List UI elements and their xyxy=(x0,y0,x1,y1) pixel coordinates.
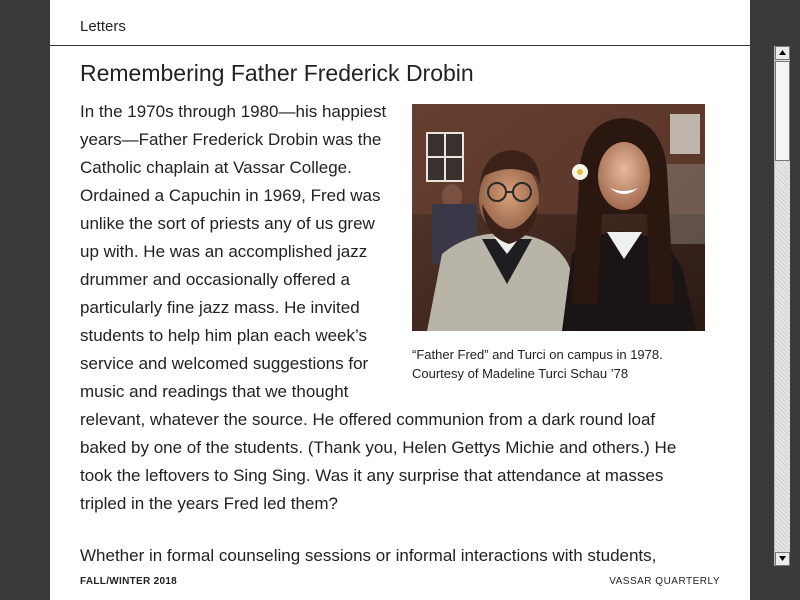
article-figure xyxy=(412,104,705,383)
scroll-up-button[interactable] xyxy=(775,46,790,60)
arrow-down-icon xyxy=(779,556,786,562)
scroll-down-button[interactable] xyxy=(775,552,790,566)
magazine-page xyxy=(50,0,750,600)
article-content xyxy=(80,58,705,566)
caption-credit: Courtesy of Madeline Turci Schau ’78 xyxy=(412,366,629,381)
vertical-scrollbar[interactable] xyxy=(774,46,790,566)
arrow-up-icon xyxy=(779,50,786,56)
article-paragraph: Whether in formal counseling sessions or informal interactions with students, xyxy=(80,546,657,565)
article-paragraph: In the 1970s through 1980—his happiest years—Father Frederick Drobin was the Catholic chaplain at Vassar College. Ordained a Capuchin in 1969, Fred was unlike the sort of priests any of us grew up with. He was an accomplished jazz drummer and occasionally offered a particularly fine jazz mass. He invited students to help him plan each week’s service and welcomed suggestions for music and readings that we thought relevant, whatever the source. He offered communion from a dark round loaf baked by one of the students. (Thank you, Helen Gettys Michie and others.) He took the leftovers to Sing Sing. Was it any surprise that attendance at masses tripled in the years Fred led them? xyxy=(80,102,677,513)
publication-label: VASSAR QUARTERLY xyxy=(609,576,720,587)
issue-label: FALL/WINTER 2018 xyxy=(80,576,178,587)
caption-line: “Father Fred” and Turci on campus in 1978. xyxy=(412,347,663,362)
page-header xyxy=(50,0,750,46)
photo xyxy=(412,104,705,331)
scrollbar-thumb[interactable] xyxy=(775,61,790,161)
article-title: Remembering Father Frederick Drobin xyxy=(80,60,474,86)
section-title: Letters xyxy=(80,18,126,35)
photo-caption xyxy=(412,345,705,383)
